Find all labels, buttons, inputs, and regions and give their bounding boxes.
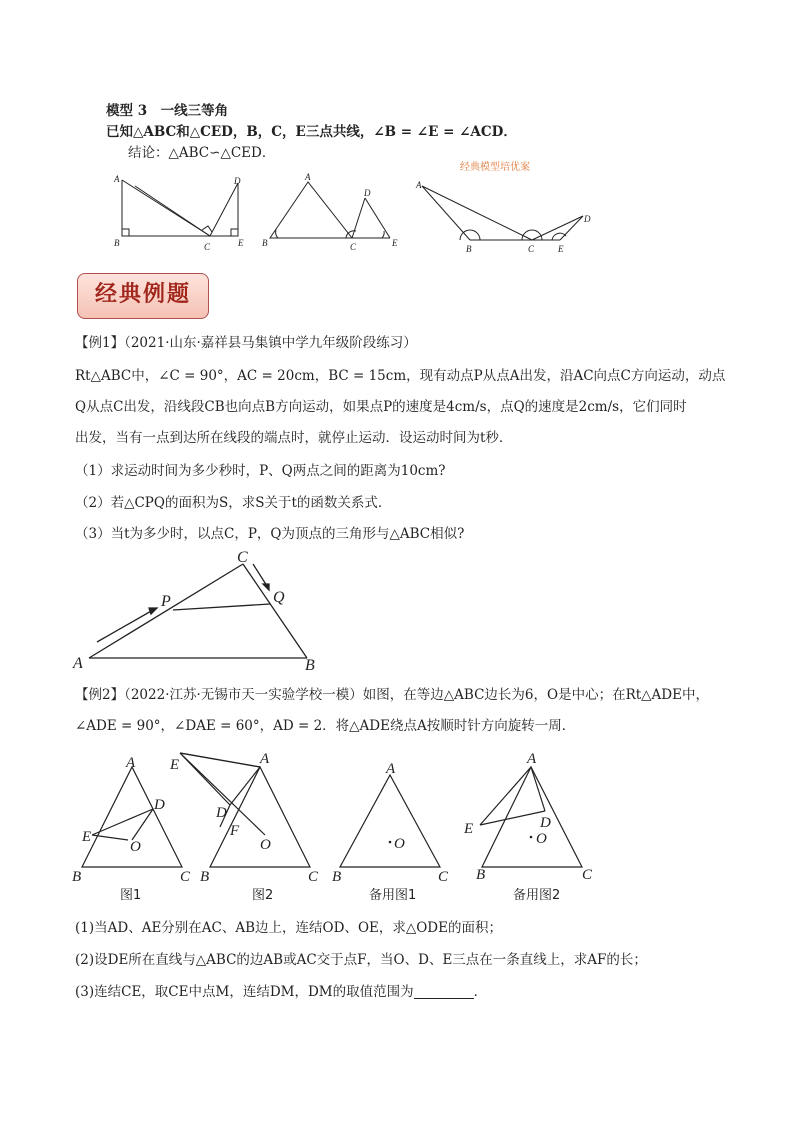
f2-label-b: B (200, 869, 210, 885)
m3-label-a3: A (416, 180, 422, 190)
m3-label-d2: D (364, 188, 371, 198)
f2-label-f: F (230, 823, 240, 839)
f1-label-d: D (154, 797, 165, 813)
answer-blank[interactable] (414, 984, 474, 999)
s1-label-c: C (438, 869, 449, 885)
m3-label-a2: A (305, 172, 311, 182)
f2-label-a: A (260, 751, 270, 767)
section-badge-label: 经典例题 (94, 282, 191, 307)
example2-question-3 (75, 982, 487, 1002)
f1-label-o: O (130, 839, 141, 855)
s1-label-o: O (394, 836, 405, 852)
caption-spare1: 备用图1 (369, 888, 417, 903)
ex1-label-q: Q (273, 589, 285, 606)
example1-question-2: （2）若△CPQ的面积为S，求S关于t的函数关系式． (75, 495, 392, 511)
ex1-label-b: B (305, 657, 315, 673)
section-badge (77, 273, 209, 319)
example2-question-1: (1)当AD、AE分别在AC、AB边上，连结OD、OE，求△ODE的面积； (75, 920, 502, 936)
model3-figures (100, 168, 620, 258)
watermark: 经典模型培优案 (460, 162, 530, 173)
example1-line3: 出发，当有一点到达所在线段的端点时，就停止运动．设运动时间为t秒． (75, 430, 513, 446)
m3-label-c2: C (350, 242, 357, 252)
f1-label-c: C (180, 869, 191, 885)
example1-head: 【例1】（2021·山东·嘉祥县马集镇中学九年级阶段练习） (75, 335, 417, 351)
m3-label-b2: B (262, 238, 268, 248)
example1-line1: Rt△ABC中，∠C = 90°，AC = 20cm，BC = 15cm，现有动点P从点A出发，沿AC向点C方向运动，动点 (75, 368, 726, 384)
s2-label-b: B (476, 867, 486, 883)
m3-label-e2: E (392, 238, 398, 248)
example2-figures (70, 745, 610, 900)
example1-line2: Q从点C出发，沿线段CB也向点B方向运动，如果点P的速度是4cm/s，点Q的速度是2cm/s，它们同时 (75, 399, 687, 415)
caption-fig2: 图2 (252, 888, 274, 903)
model3-conclusion: 结论：△ABC∽△CED． (128, 145, 276, 161)
example2-question-2: (2)设DE所在直线与△ABC的边AB或AC交于点F，当O、D、E三点在一条直线上，求AF的长； (75, 952, 647, 968)
m3-label-b3: B (466, 244, 472, 254)
m3-label-a: A (114, 174, 120, 184)
m3-label-d3: D (584, 214, 591, 224)
spare2-triangle (482, 767, 582, 867)
example2-question-3-text: (3)连结CE，取CE中点M，连结DM，DM的取值范围为 (75, 984, 414, 1000)
m3-label-b: B (114, 238, 120, 248)
example1-question-3: （3）当t为多少时，以点C，P，Q为顶点的三角形与△ABC相似? (75, 526, 465, 542)
f2-label-c: C (308, 869, 319, 885)
ex1-label-a: A (73, 655, 83, 672)
f1-label-e: E (82, 829, 92, 845)
s2-label-c: C (582, 867, 593, 883)
example2-head: 【例2】（2022·江苏·无锡市天一实验学校一模）如图，在等边△ABC边长为6，O是中心；在Rt△ADE中， (75, 687, 709, 703)
f1-label-a: A (126, 755, 136, 771)
s2-label-o: O (536, 831, 547, 847)
f1-label-b: B (72, 869, 82, 885)
example2-line2: ∠ADE = 90°，∠DAE = 60°，AD = 2．将△ADE绕点A按顺时针方向旋转一周． (75, 718, 576, 734)
f2-label-d: D (216, 805, 227, 821)
m3-label-e3: E (558, 244, 564, 254)
ex1-label-c: C (237, 549, 248, 566)
caption-spare2: 备用图2 (513, 888, 561, 903)
model3-given: 已知△ABC和△CED，B，C，E三点共线，∠B = ∠E = ∠ACD． (106, 124, 517, 140)
m3-label-e: E (238, 238, 244, 248)
example2-question-3-end: ． (473, 984, 488, 1000)
spare1-triangle (340, 775, 440, 867)
m3-label-d: D (234, 176, 241, 186)
s2-label-a: A (527, 751, 537, 767)
f2-label-o: O (260, 837, 271, 853)
example1-question-1: （1）求运动时间为多少秒时，P、Q两点之间的距离为10cm? (75, 463, 446, 479)
m3-label-c3: C (528, 244, 535, 254)
ex1-label-p: P (161, 593, 171, 610)
f2-label-e: E (170, 757, 180, 773)
caption-fig1: 图1 (120, 888, 142, 903)
s1-label-b: B (332, 869, 342, 885)
s2-label-e: E (464, 821, 474, 837)
s1-label-a: A (386, 761, 396, 777)
example1-figure (65, 548, 335, 673)
model3-title: 模型 3 一线三等角 (106, 103, 229, 119)
s2-label-d: D (540, 815, 551, 831)
m3-label-c: C (204, 242, 211, 252)
